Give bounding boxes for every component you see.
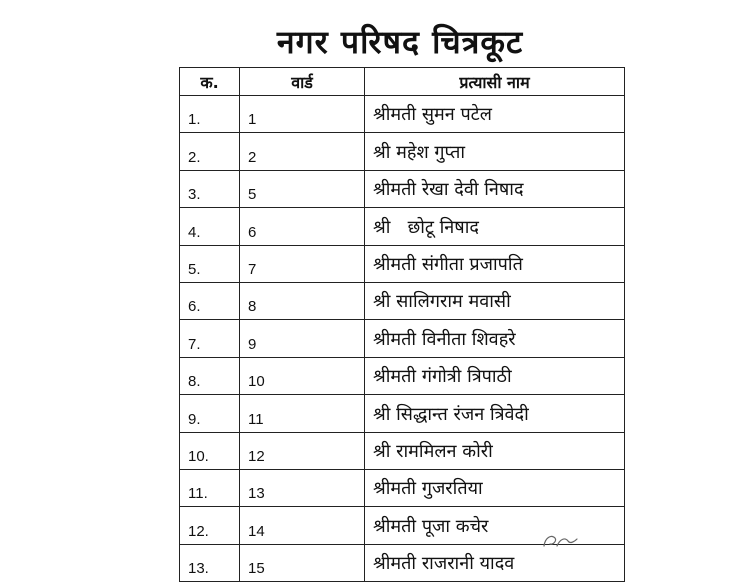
serial-cell: 1. bbox=[180, 96, 240, 133]
candidate-name-cell: श्रीमती संगीता प्रजापति bbox=[365, 245, 625, 282]
candidate-name-cell: श्री सिद्धान्त रंजन त्रिवेदी bbox=[365, 395, 625, 432]
ward-cell: 5 bbox=[240, 170, 365, 207]
serial-cell: 4. bbox=[180, 208, 240, 245]
table-row bbox=[180, 133, 625, 170]
ward-cell: 13 bbox=[240, 469, 365, 506]
table-row bbox=[180, 245, 625, 282]
serial-cell: 3. bbox=[180, 170, 240, 207]
serial-cell: 10. bbox=[180, 432, 240, 469]
serial-cell: 5. bbox=[180, 245, 240, 282]
serial-cell: 9. bbox=[180, 395, 240, 432]
candidate-name-cell: श्री सालिगराम मवासी bbox=[365, 282, 625, 319]
table-row bbox=[180, 282, 625, 319]
serial-cell: 11. bbox=[180, 469, 240, 506]
ward-cell: 15 bbox=[240, 544, 365, 581]
header-serial: क. bbox=[180, 68, 240, 96]
table-row bbox=[180, 395, 625, 432]
candidate-name-cell: श्रीमती सुमन पटेल bbox=[365, 96, 625, 133]
candidate-name-cell: श्रीमती रेखा देवी निषाद bbox=[365, 170, 625, 207]
signature-mark bbox=[541, 530, 581, 547]
candidate-name-cell: श्री राममिलन कोरी bbox=[365, 432, 625, 469]
candidate-name-cell: श्रीमती गुजरतिया bbox=[365, 469, 625, 506]
header-ward: वार्ड bbox=[240, 68, 365, 96]
candidate-name-cell: श्रीमती विनीता शिवहरे bbox=[365, 320, 625, 357]
serial-cell: 13. bbox=[180, 544, 240, 581]
table-row bbox=[180, 170, 625, 207]
header-candidate-name: प्रत्यासी नाम bbox=[365, 68, 625, 96]
table-row bbox=[180, 469, 625, 506]
ward-cell: 8 bbox=[240, 282, 365, 319]
ward-cell: 2 bbox=[240, 133, 365, 170]
ward-cell: 1 bbox=[240, 96, 365, 133]
candidate-name-cell: श्रीमती पूजा कचेर bbox=[365, 507, 625, 544]
table-row bbox=[180, 208, 625, 245]
ward-cell: 12 bbox=[240, 432, 365, 469]
serial-cell: 2. bbox=[180, 133, 240, 170]
serial-cell: 7. bbox=[180, 320, 240, 357]
ward-cell: 9 bbox=[240, 320, 365, 357]
table-row bbox=[180, 96, 625, 133]
table-header-row bbox=[180, 68, 625, 96]
ward-cell: 10 bbox=[240, 357, 365, 394]
serial-cell: 12. bbox=[180, 507, 240, 544]
serial-cell: 6. bbox=[180, 282, 240, 319]
table-row bbox=[180, 320, 625, 357]
ward-cell: 6 bbox=[240, 208, 365, 245]
page-title: नगर परिषद चित्रकूट bbox=[276, 23, 524, 61]
candidate-name-cell: श्रीमती राजरानी यादव bbox=[365, 544, 625, 581]
candidate-table bbox=[179, 67, 625, 582]
candidate-name-cell: श्री महेश गुप्ता bbox=[365, 133, 625, 170]
serial-cell: 8. bbox=[180, 357, 240, 394]
table-row bbox=[180, 432, 625, 469]
candidate-name-cell: श्री छोटू निषाद bbox=[365, 208, 625, 245]
table-row bbox=[180, 357, 625, 394]
table-row bbox=[180, 544, 625, 581]
ward-cell: 11 bbox=[240, 395, 365, 432]
candidate-name-cell: श्रीमती गंगोत्री त्रिपाठी bbox=[365, 357, 625, 394]
ward-cell: 14 bbox=[240, 507, 365, 544]
ward-cell: 7 bbox=[240, 245, 365, 282]
